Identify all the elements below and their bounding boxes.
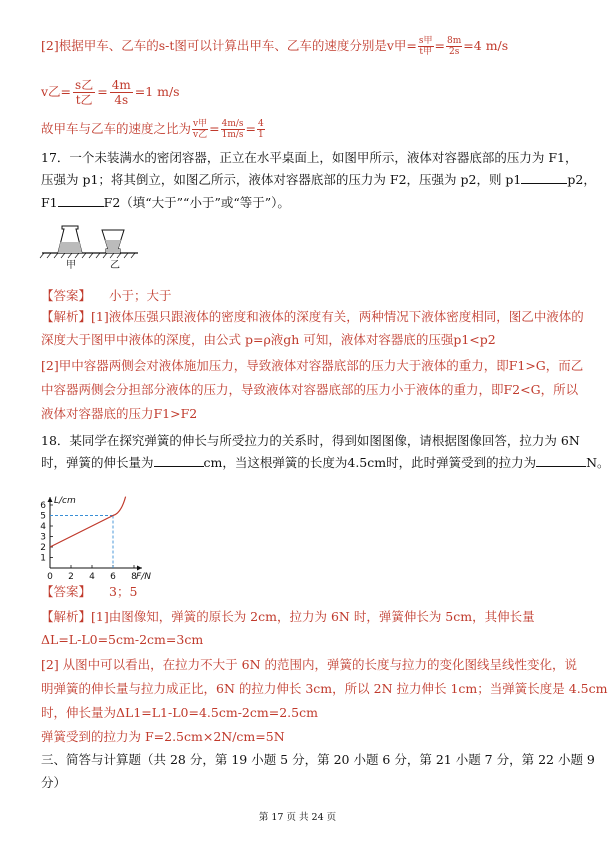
q18-line2 [41,455,610,471]
q17-line2 [41,172,596,188]
result-jia: =4 m/s [463,38,509,53]
y-axis-label: L/cm [54,496,76,506]
fraction-v-ratio [192,119,208,140]
section3-line1: 三、简答与计算题（共 28 分，第 19 小题 5 分，第 20 小题 6 分，第 21 小题 7 分，第 22 小题 9 [41,752,595,767]
fraction-4ms-1ms [221,119,245,140]
frac-num: s甲 [418,36,433,46]
q18-analysis-5: 弹簧受到的拉力为 F=2.5cm×2N/cm=5N [41,729,285,744]
q17-analysis-3: 中容器两侧会分担部分液体的压力，导致液体对容器底部的压力小于液体的重力，即F2<G，所以 [41,382,579,397]
q18-line2-start: 时，弹簧的伸长量为 [41,455,154,470]
fraction-s-yi-t-yi [73,78,95,107]
q17-line2-end: p2， [567,172,596,187]
fraction-4-1 [257,119,265,140]
q17-analysis-2: [2]甲中容器两侧会对液体施加压力，导致液体对容器底部的压力大于液体的重力，即F1>G，而乙 [41,358,584,373]
equals: = [209,121,220,136]
equals: = [434,38,446,53]
q17-analysis-4: 液体对容器底的压力F1>F2 [41,406,198,421]
solution16-line1 [41,36,508,57]
q17-line2-text: 压强为 p1；将其倒立，如图乙所示，液体对容器底部的压力为 F2，压强为 p2，则 p1 [41,172,522,187]
solution16-line2 [41,78,180,107]
x-axis-label: F/N [136,572,151,582]
frac-num: s乙 [75,78,94,92]
spring-chart [28,476,168,588]
fraction-s-jia-t-jia [418,36,434,57]
q18-analysis-0: 【解析】[1]由图像知，弹簧的原长为 2cm，拉力为 6N 时，弹簧伸长为 5cm，其伸长量 [41,609,535,624]
q17-analysis-0: 【解析】[1]液体压强只跟液体的密度和液体的深度有关，两种情况下液体密度相同，图乙中液体的 [41,309,584,324]
equals: = [245,121,256,136]
answer-blank-4[interactable] [536,455,586,467]
answer-blank-3[interactable] [154,455,204,467]
page-footer: 第 17 页 共 24 页 [258,812,337,823]
q18-analysis-4: 时，伸长量为ΔL1=L1-L0=4.5cm-2cm=2.5cm [41,705,318,720]
answer-label: 【答案】 [41,288,92,303]
series-curve [113,497,126,516]
y-tick-label: 4 [40,522,46,532]
q17-answer [41,288,172,304]
x-tick-label: 4 [89,572,95,582]
q17-analysis-1: 深度大于图甲中液体的深度，由公式 p=ρ液gh 可知，液体对容器底的压强p1<p2 [41,332,496,347]
frac-num: 8m [447,36,462,46]
frac-den: 4s [114,93,129,107]
y-tick-label: 1 [40,553,46,564]
q18-analysis-3: 明弹簧的伸长量与拉力成正比，6N 的拉力伸长 3cm，所以 2N 拉力伸长 1cm；当弹簧长度是 4.5cm [41,681,608,696]
y-tick-label: 6 [40,501,46,511]
frac-den: 1 [258,130,264,140]
y-tick-label: 5 [40,511,46,522]
section3-line2: 分） [41,775,67,790]
frac-num: v甲 [193,119,208,129]
frac-num: 4m/s [221,119,244,129]
ratio-text: 故甲车与乙车的速度之比为 [41,121,192,136]
v-jia-label: v甲= [386,38,417,53]
answer-blank-1[interactable] [521,172,567,184]
answer-value: 小于；大于 [109,288,172,303]
label-jia: 甲 [66,260,76,271]
result-yi: =1 m/s [134,84,180,99]
frac-den: v乙 [193,130,208,140]
container-figure [40,222,140,272]
solution16-line3 [41,119,266,140]
y-axis-arrow [48,497,53,502]
solution16-intro: [2]根据甲车、乙车的s-t图可以计算出甲车、乙车的速度分别是 [41,38,387,53]
frac-den: 1m/s [221,130,244,140]
answer-label: 【答案】 [41,584,92,599]
frac-den: 2s [448,47,460,57]
q18-line1: 18．某同学在探究弹簧的伸长与所受拉力的关系时，得到如图图像，请根据图像回答，拉力为 6N [41,433,580,448]
q18-answer [41,584,137,600]
y-tick-label: 3 [40,532,46,543]
q17-line1: 17．一个未装满水的密闭容器，正立在水平桌面上，如图甲所示，液体对容器底部的压力为 F1， [41,150,578,165]
x-tick-label: 8 [131,572,137,582]
x-tick-label: 6 [110,572,116,582]
label-yi: 乙 [110,260,120,271]
answer-blank-2[interactable] [58,195,104,207]
x-tick-label: 0 [47,572,53,582]
y-tick-label: 2 [40,543,46,553]
liquid-yi [105,240,121,253]
fraction-4m-4s [110,78,133,107]
liquid-jia [58,242,82,253]
x-axis-arrow [137,566,142,571]
q17-line3-text: F2（填“大于”“小于”或“等于”）。 [103,195,290,210]
q18-analysis-1: ΔL=L-L0=5cm-2cm=3cm [41,632,204,647]
q18-line2-middle: cm，当这根弹簧的长度为4.5cm时，此时弹簧受到的拉力为 [203,455,537,470]
frac-num: 4 [258,119,264,129]
q17-line3 [41,195,290,211]
frac-num: 4m [111,78,131,92]
v-yi-label: v乙= [41,84,72,99]
q18-analysis-2: [2] 从图中可以看出，在拉力不大于 6N 的范围内，弹簧的长度与拉力的变化图线呈线性变化，说 [41,657,578,672]
frac-den: t乙 [75,93,93,107]
answer-value: 3；5 [109,584,138,599]
x-tick-label: 2 [68,572,74,582]
q17-line3-start: F1 [41,195,58,210]
fraction-8m-2s [446,36,462,57]
hatch-marks [40,253,135,258]
series-linear [50,516,113,548]
equals: = [97,84,108,99]
q18-line2-end: N。 [586,455,610,470]
frac-den: t甲 [419,47,433,57]
